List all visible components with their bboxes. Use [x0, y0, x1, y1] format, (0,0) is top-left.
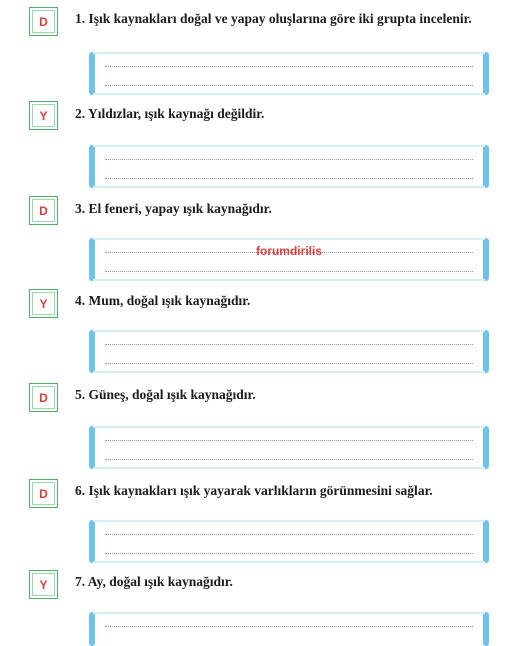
- answer-letter-3: D: [39, 203, 48, 218]
- answer-box-5[interactable]: [29, 383, 58, 412]
- statement-1: 1. Işık kaynakları doğal ve yapay oluşlarına göre iki grupta incelenir.: [75, 11, 472, 26]
- watermark-text: forumdirilis: [255, 244, 322, 258]
- answer-letter-2: Y: [39, 108, 48, 123]
- answer-lines-2[interactable]: [89, 145, 489, 188]
- answer-lines-6[interactable]: [89, 520, 489, 563]
- answer-box-3[interactable]: [29, 196, 58, 225]
- statement-2: 2. Yıldızlar, ışık kaynağı değildir.: [75, 106, 265, 121]
- answer-letter-7: Y: [39, 577, 48, 592]
- answer-letter-1: D: [39, 14, 48, 29]
- statement-7: 7. Ay, doğal ışık kaynağıdır.: [75, 574, 233, 589]
- answer-lines-3[interactable]: [89, 238, 489, 281]
- answer-letter-4: Y: [39, 296, 48, 311]
- answer-letter-6: D: [39, 486, 48, 501]
- answer-lines-7[interactable]: [89, 612, 489, 646]
- answer-box-1[interactable]: [29, 7, 58, 36]
- answer-lines-5[interactable]: [89, 426, 489, 469]
- answer-box-4[interactable]: [29, 289, 58, 318]
- answer-box-2[interactable]: [29, 101, 58, 130]
- statement-4: 4. Mum, doğal ışık kaynağıdır.: [75, 293, 251, 308]
- answer-lines-1[interactable]: [89, 52, 489, 95]
- statement-3: 3. El feneri, yapay ışık kaynağıdır.: [75, 201, 272, 216]
- statement-5: 5. Güneş, doğal ışık kaynağıdır.: [75, 387, 256, 402]
- answer-letter-5: D: [39, 390, 48, 405]
- answer-box-7[interactable]: [29, 570, 58, 599]
- answer-lines-4[interactable]: [89, 330, 489, 373]
- answer-box-6[interactable]: [29, 479, 58, 508]
- statement-6: 6. Işık kaynakları ışık yayarak varlıkların görünmesini sağlar.: [75, 483, 433, 498]
